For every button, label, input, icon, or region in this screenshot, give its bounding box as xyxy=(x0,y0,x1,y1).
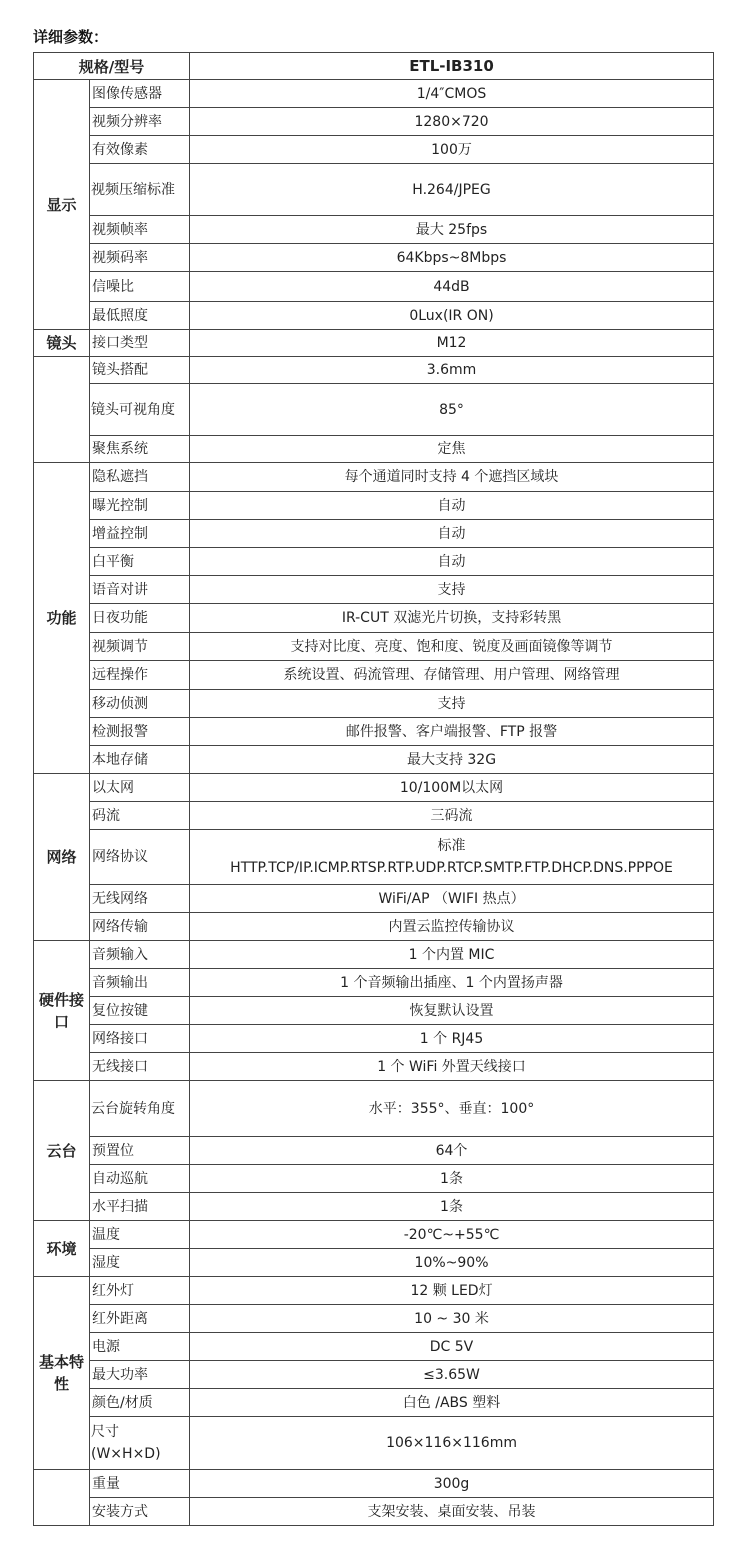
spec-value: 3.6mm xyxy=(190,357,714,384)
category-network: 网络 xyxy=(34,774,90,941)
spec-label: 镜头可视角度 xyxy=(90,384,190,436)
spec-label: 红外灯 xyxy=(90,1277,190,1305)
table-header-row xyxy=(34,53,714,80)
spec-value: 支持 xyxy=(190,576,714,604)
table-row xyxy=(34,661,714,690)
protocol-line-2: HTTP.TCP/IP.ICMP.RTSP.RTP.UDP.RTCP.SMTP.FTP.DHCP.DNS.PPPOE xyxy=(230,860,673,876)
spec-label: 移动侦测 xyxy=(90,690,190,718)
spec-label: 语音对讲 xyxy=(90,576,190,604)
spec-label: 网络协议 xyxy=(90,830,190,885)
table-row xyxy=(34,108,714,136)
spec-value: 系统设置、码流管理、存储管理、用户管理、网络管理 xyxy=(190,661,714,690)
category-hardware xyxy=(34,941,90,1081)
table-row xyxy=(34,913,714,941)
table-row xyxy=(34,1277,714,1305)
spec-value: 定焦 xyxy=(190,436,714,463)
spec-label: 音频输出 xyxy=(90,969,190,997)
spec-label: 日夜功能 xyxy=(90,604,190,633)
table-row xyxy=(34,718,714,746)
spec-value: 内置云监控传输协议 xyxy=(190,913,714,941)
spec-value: 1 个 RJ45 xyxy=(190,1025,714,1053)
spec-label: 电源 xyxy=(90,1333,190,1361)
spec-value: 恢复默认设置 xyxy=(190,997,714,1025)
spec-label: 视频压缩标准 xyxy=(90,164,190,216)
spec-value: 自动 xyxy=(190,520,714,548)
spec-label: 红外距离 xyxy=(90,1305,190,1333)
spec-label: 尺寸(W×H×D) xyxy=(90,1417,190,1470)
spec-label: 云台旋转角度 xyxy=(90,1081,190,1137)
spec-value: 支架安装、桌面安装、吊装 xyxy=(190,1498,714,1526)
table-row xyxy=(34,690,714,718)
table-row xyxy=(34,302,714,330)
spec-label: 接口类型 xyxy=(90,330,190,357)
table-row xyxy=(34,802,714,830)
table-row xyxy=(34,1025,714,1053)
table-row xyxy=(34,1221,714,1249)
spec-value: 水平：355°、垂直：100° xyxy=(190,1081,714,1137)
spec-value: 自动 xyxy=(190,492,714,520)
spec-value: 12 颗 LED灯 xyxy=(190,1277,714,1305)
spec-value: 300g xyxy=(190,1470,714,1498)
table-row xyxy=(34,384,714,436)
spec-label: 重量 xyxy=(90,1470,190,1498)
spec-value: 自动 xyxy=(190,548,714,576)
section-heading: 详细参数： xyxy=(33,28,109,46)
spec-value: 最大支持 32G xyxy=(190,746,714,774)
spec-value: 1条 xyxy=(190,1193,714,1221)
model-number: ETL-IB310 xyxy=(190,53,714,80)
table-row xyxy=(34,330,714,357)
spec-value: 10%~90% xyxy=(190,1249,714,1277)
table-row xyxy=(34,576,714,604)
spec-label: 预置位 xyxy=(90,1137,190,1165)
spec-label: 颜色/材质 xyxy=(90,1389,190,1417)
table-row xyxy=(34,1053,714,1081)
table-row xyxy=(34,1081,714,1137)
table-row xyxy=(34,997,714,1025)
spec-label: 隐私遮挡 xyxy=(90,463,190,492)
table-row xyxy=(34,604,714,633)
table-row xyxy=(34,272,714,302)
category-ptz: 云台 xyxy=(34,1081,90,1221)
spec-value: M12 xyxy=(190,330,714,357)
table-row xyxy=(34,1333,714,1361)
spec-value: 100万 xyxy=(190,136,714,164)
spec-value: 支持 xyxy=(190,690,714,718)
spec-header-label: 规格/型号 xyxy=(34,53,190,80)
table-row xyxy=(34,357,714,384)
table-row xyxy=(34,1165,714,1193)
spec-label: 视频分辨率 xyxy=(90,108,190,136)
spec-value: 每个通道同时支持 4 个遮挡区域块 xyxy=(190,463,714,492)
spec-label: 音频输入 xyxy=(90,941,190,969)
spec-value: 64个 xyxy=(190,1137,714,1165)
table-row xyxy=(34,1137,714,1165)
spec-label: 以太网 xyxy=(90,774,190,802)
spec-label: 水平扫描 xyxy=(90,1193,190,1221)
spec-label: 自动巡航 xyxy=(90,1165,190,1193)
spec-label: 湿度 xyxy=(90,1249,190,1277)
spec-value: H.264/JPEG xyxy=(190,164,714,216)
table-row xyxy=(34,1470,714,1498)
category-blank xyxy=(34,357,90,463)
spec-value: ≤3.65W xyxy=(190,1361,714,1389)
spec-label: 检测报警 xyxy=(90,718,190,746)
category-hardware-line-1: 硬件接 xyxy=(38,990,84,1009)
table-row xyxy=(34,520,714,548)
category-basic-line-2: 性 xyxy=(53,1375,69,1393)
table-row xyxy=(34,1249,714,1277)
spec-label: 有效像素 xyxy=(90,136,190,164)
table-row xyxy=(34,463,714,492)
category-environment: 环境 xyxy=(34,1221,90,1277)
category-lens: 镜头 xyxy=(34,330,90,357)
table-row xyxy=(34,1305,714,1333)
spec-label: 信噪比 xyxy=(90,272,190,302)
spec-value: DC 5V xyxy=(190,1333,714,1361)
spec-label: 无线接口 xyxy=(90,1053,190,1081)
spec-label: 镜头搭配 xyxy=(90,357,190,384)
table-row xyxy=(34,746,714,774)
table-row xyxy=(34,941,714,969)
category-function: 功能 xyxy=(34,463,90,774)
spec-value: 106×116×116mm xyxy=(190,1417,714,1470)
spec-label: 网络传输 xyxy=(90,913,190,941)
spec-label: 远程操作 xyxy=(90,661,190,690)
spec-label: 复位按键 xyxy=(90,997,190,1025)
spec-value: -20℃~+55℃ xyxy=(190,1221,714,1249)
spec-label: 温度 xyxy=(90,1221,190,1249)
table-row xyxy=(34,80,714,108)
spec-label: 图像传感器 xyxy=(90,80,190,108)
spec-label: 本地存储 xyxy=(90,746,190,774)
spec-value: 白色 /ABS 塑料 xyxy=(190,1389,714,1417)
table-row xyxy=(34,548,714,576)
spec-value: 44dB xyxy=(190,272,714,302)
table-row xyxy=(34,492,714,520)
table-row xyxy=(34,436,714,463)
spec-value: 1条 xyxy=(190,1165,714,1193)
category-display: 显示 xyxy=(34,80,90,330)
table-row xyxy=(34,164,714,216)
spec-value: 1/4″CMOS xyxy=(190,80,714,108)
spec-value: 64Kbps~8Mbps xyxy=(190,244,714,272)
spec-value: 三码流 xyxy=(190,802,714,830)
spec-value: 10/100M以太网 xyxy=(190,774,714,802)
category-basic-line-1: 基本特 xyxy=(38,1353,84,1371)
spec-label: 视频帧率 xyxy=(90,216,190,244)
spec-value: 1280×720 xyxy=(190,108,714,136)
spec-label: 增益控制 xyxy=(90,520,190,548)
table-row xyxy=(34,885,714,913)
spec-label: 白平衡 xyxy=(90,548,190,576)
spec-value: 最大 25fps xyxy=(190,216,714,244)
spec-value: 85° xyxy=(190,384,714,436)
spec-value: 支持对比度、亮度、饱和度、锐度及画面镜像等调节 xyxy=(190,633,714,661)
protocol-line-1: 标准 xyxy=(437,838,466,854)
spec-label: 码流 xyxy=(90,802,190,830)
spec-value: 邮件报警、客户端报警、FTP 报警 xyxy=(190,718,714,746)
table-row xyxy=(34,244,714,272)
category-blank xyxy=(34,1470,90,1526)
spec-value xyxy=(190,830,714,885)
table-row xyxy=(34,1361,714,1389)
table-row xyxy=(34,216,714,244)
table-row xyxy=(34,1193,714,1221)
table-row xyxy=(34,969,714,997)
category-hardware-line-2: 口 xyxy=(53,1012,69,1031)
spec-value: 1 个 WiFi 外置天线接口 xyxy=(190,1053,714,1081)
spec-label: 聚焦系统 xyxy=(90,436,190,463)
table-row xyxy=(34,774,714,802)
spec-label: 安装方式 xyxy=(90,1498,190,1526)
category-basic xyxy=(34,1277,90,1470)
spec-label: 最低照度 xyxy=(90,302,190,330)
table-row xyxy=(34,1389,714,1417)
spec-value: 10 ~ 30 米 xyxy=(190,1305,714,1333)
spec-label: 曝光控制 xyxy=(90,492,190,520)
spec-value: IR-CUT 双滤光片切换，支持彩转黑 xyxy=(190,604,714,633)
spec-label: 视频调节 xyxy=(90,633,190,661)
table-row xyxy=(34,1498,714,1526)
spec-value: WiFi/AP （WIFI 热点） xyxy=(190,885,714,913)
spec-label: 无线网络 xyxy=(90,885,190,913)
spec-value: 1 个内置 MIC xyxy=(190,941,714,969)
table-row xyxy=(34,1417,714,1470)
table-row xyxy=(34,830,714,885)
spec-label: 视频码率 xyxy=(90,244,190,272)
spec-table xyxy=(33,52,714,1526)
table-row xyxy=(34,136,714,164)
spec-label: 最大功率 xyxy=(90,1361,190,1389)
table-row xyxy=(34,633,714,661)
spec-value: 1 个音频输出插座、1 个内置扬声器 xyxy=(190,969,714,997)
spec-value: 0Lux(IR ON) xyxy=(190,302,714,330)
spec-label: 网络接口 xyxy=(90,1025,190,1053)
